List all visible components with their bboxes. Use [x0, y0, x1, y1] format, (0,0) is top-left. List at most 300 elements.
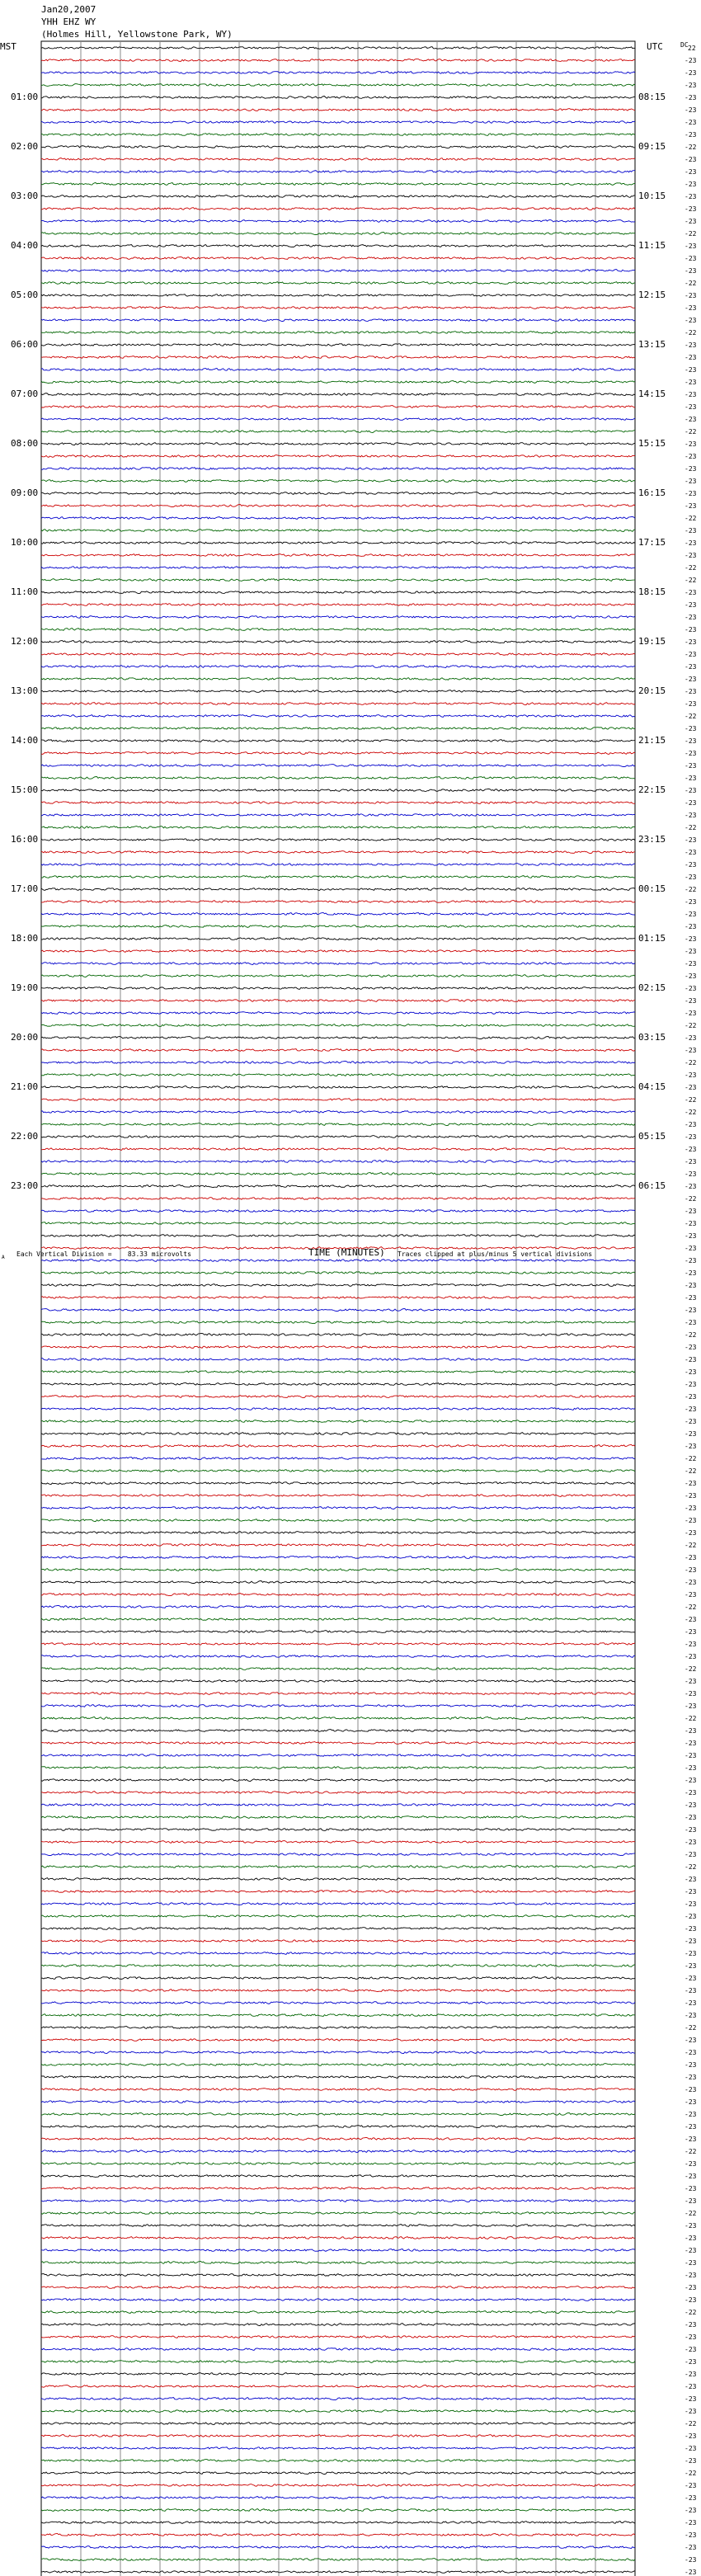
dc-offset-label: -23	[685, 1641, 697, 1648]
dc-offset-label: -23	[685, 1764, 697, 1772]
dc-offset-label: -23	[685, 341, 697, 349]
seismic-trace	[41, 1680, 635, 1683]
seismic-trace	[41, 1396, 635, 1398]
dc-offset-label: -23	[685, 1344, 697, 1351]
dc-offset-label: -23	[685, 1962, 697, 1970]
dc-offset-label: -23	[685, 762, 697, 770]
seismic-trace	[41, 591, 635, 594]
dc-offset-label: -23	[685, 775, 697, 782]
dc-offset-label: -23	[685, 1529, 697, 1537]
dc-offset-label: -22	[685, 1331, 697, 1339]
seismic-trace	[41, 1779, 635, 1782]
dc-offset-label: -23	[685, 440, 697, 448]
dc-offset-label: -23	[685, 849, 697, 856]
seismic-trace	[41, 2261, 635, 2263]
left-hour-label: 05:00	[11, 290, 39, 300]
dc-offset-label: -23	[685, 1826, 697, 1834]
right-hour-label: 23:15	[638, 834, 666, 845]
seismic-trace	[41, 1730, 635, 1732]
right-hour-label: 08:15	[638, 92, 666, 102]
seismic-trace	[41, 1024, 635, 1027]
corner-mark: A	[2, 1255, 5, 1260]
seismic-trace	[41, 1297, 635, 1299]
seismic-trace	[41, 443, 635, 445]
dc-offset-label: -22	[685, 230, 697, 238]
dc-offset-label: -23	[685, 527, 697, 535]
seismic-trace	[41, 1952, 635, 1955]
seismic-trace	[41, 516, 635, 519]
seismic-trace	[41, 2187, 635, 2190]
dc-offset-label: -23	[685, 836, 697, 844]
right-hour-label: 15:15	[638, 438, 666, 449]
seismic-trace	[41, 2286, 635, 2289]
left-hour-label: 18:00	[11, 933, 39, 944]
seismic-trace	[41, 2423, 635, 2425]
seismic-trace	[41, 912, 635, 915]
left-hour-label: 23:00	[11, 1180, 39, 1191]
dc-offset-label: -23	[685, 57, 697, 64]
dc-offset-label: -23	[685, 1356, 697, 1363]
seismic-trace	[41, 195, 635, 198]
right-hour-label: 13:15	[638, 339, 666, 350]
dc-offset-label: -23	[685, 2494, 697, 2502]
dc-offset-label: -23	[685, 1925, 697, 1933]
seismic-trace	[41, 2497, 635, 2499]
dc-offset-label: -23	[685, 490, 697, 497]
grid-lines	[41, 41, 635, 2576]
seismic-trace	[41, 1853, 635, 1856]
seismic-trace	[41, 282, 635, 285]
dc-offset-label: -23	[685, 1418, 697, 1425]
dc-offset-label: -23	[685, 2346, 697, 2353]
right-hour-label: 20:15	[638, 685, 666, 696]
right-hour-label: 19:15	[638, 636, 666, 647]
dc-offset-label: -23	[685, 935, 697, 943]
dc-offset-label: -23	[685, 1084, 697, 1091]
right-hour-label: 01:15	[638, 933, 666, 944]
dc-offset-label: -23	[685, 94, 697, 101]
seismic-trace	[41, 1668, 635, 1670]
right-hour-label: 10:15	[638, 191, 666, 201]
dc-offset-label: -23	[685, 478, 697, 485]
left-timezone-label: MST	[0, 41, 16, 52]
dc-offset-label: -23	[685, 193, 697, 200]
seismic-trace	[41, 1086, 635, 1089]
seismic-trace	[41, 1891, 635, 1893]
dc-offset-label: -23	[685, 2371, 697, 2378]
seismic-trace	[41, 901, 635, 903]
seismic-trace	[41, 1605, 635, 1608]
seismic-trace	[41, 1458, 635, 1460]
seismic-trace	[41, 1074, 635, 1076]
seismic-trace	[41, 84, 635, 87]
seismic-trace	[41, 1581, 635, 1584]
seismic-trace	[41, 715, 635, 718]
dc-offset-label: -23	[685, 2544, 697, 2551]
seismic-trace	[41, 2324, 635, 2326]
seismic-trace	[41, 1631, 635, 1633]
right-hour-label: 09:15	[638, 141, 666, 152]
seismic-trace	[41, 2373, 635, 2376]
dc-offset-label: -23	[685, 626, 697, 633]
left-hour-label: 21:00	[11, 1081, 39, 1092]
seismic-trace	[41, 2101, 635, 2103]
left-hour-label: 20:00	[11, 1032, 39, 1043]
seismic-trace	[41, 1210, 635, 1213]
dc-offset-label: -23	[685, 1888, 697, 1896]
seismic-trace	[41, 876, 635, 878]
seismic-trace	[41, 1444, 635, 1447]
seismic-trace	[41, 1321, 635, 1324]
seismic-trace	[41, 640, 635, 643]
left-hour-label: 06:00	[11, 339, 39, 350]
dc-offset-label: -23	[685, 1269, 697, 1277]
dc-offset-label: -23	[685, 1282, 697, 1289]
dc-offset-label: -23	[685, 1851, 697, 1858]
dc-offset-label: -23	[685, 1975, 697, 1982]
seismic-trace	[41, 1260, 635, 1262]
seismic-trace	[41, 2299, 635, 2301]
seismic-trace	[41, 2460, 635, 2462]
right-hour-label: 04:15	[638, 1081, 666, 1092]
left-hour-label: 04:00	[11, 240, 39, 251]
seismic-trace	[41, 220, 635, 223]
seismic-trace	[41, 2484, 635, 2487]
dc-offset-label: -23	[685, 1999, 697, 2007]
seismic-trace	[41, 1977, 635, 1980]
seismic-trace	[41, 368, 635, 370]
dc-offset-label: 22	[688, 45, 696, 52]
dc-offset-label: -23	[685, 1789, 697, 1797]
dc-offset-label: -22	[685, 1863, 697, 1871]
seismic-trace	[41, 233, 635, 235]
station-location: (Holmes Hill, Yellowstone Park, WY)	[41, 29, 233, 40]
seismic-trace	[41, 134, 635, 136]
dc-offset-label: -23	[685, 1480, 697, 1487]
seismic-trace	[41, 1235, 635, 1237]
seismic-trace	[41, 839, 635, 841]
seismic-trace	[41, 1655, 635, 1658]
seismic-trace	[41, 1792, 635, 1794]
right-hour-label: 11:15	[638, 240, 666, 251]
dc-offset-label: -23	[685, 2556, 697, 2564]
seismic-trace	[41, 59, 635, 62]
seismic-trace	[41, 1148, 635, 1151]
dc-offset-label: -23	[685, 2012, 697, 2019]
seismic-trace	[41, 1865, 635, 1867]
dc-offset-label: -23	[685, 1146, 697, 1153]
dc-offset-label: -22	[685, 2148, 697, 2155]
seismic-trace	[41, 183, 635, 186]
dc-offset-label: -23	[685, 1591, 697, 1599]
dc-offset-label: -22	[685, 564, 697, 572]
seismic-trace	[41, 2522, 635, 2524]
seismic-trace	[41, 2447, 635, 2450]
dc-offset-label: -23	[685, 1183, 697, 1190]
dc-offset-label: -23	[685, 1517, 697, 1524]
seismic-trace	[41, 418, 635, 421]
seismic-trace	[41, 1556, 635, 1559]
dc-offset-label: -23	[685, 2222, 697, 2230]
right-hour-label: 02:15	[638, 982, 666, 993]
dc-offset-label: -23	[685, 465, 697, 473]
seismic-trace	[41, 2348, 635, 2351]
seismic-trace	[41, 888, 635, 891]
dc-offset-label: -23	[685, 1492, 697, 1500]
seismic-trace	[41, 2051, 635, 2054]
seismic-trace	[41, 1519, 635, 1522]
dc-offset-label: -23	[685, 1566, 697, 1574]
seismic-trace	[41, 2089, 635, 2091]
dc-offset-label: -22	[685, 577, 697, 584]
dc-offset-label: -23	[685, 304, 697, 312]
seismic-trace	[41, 47, 635, 49]
plot-date: Jan20,2007	[41, 4, 96, 15]
right-hour-label: 22:15	[638, 784, 666, 795]
seismic-trace	[41, 1532, 635, 1534]
seismic-trace	[41, 2076, 635, 2079]
dc-offset-label: -23	[685, 2445, 697, 2452]
dc-offset-label: -23	[685, 1876, 697, 1883]
dc-offset-label: -23	[685, 1987, 697, 1994]
seismic-trace	[41, 1816, 635, 1819]
seismic-trace	[41, 1643, 635, 1646]
trace-lines	[41, 47, 635, 2574]
seismic-trace	[41, 1618, 635, 1621]
left-hour-label: 15:00	[11, 784, 39, 795]
left-hour-label: 02:00	[11, 141, 39, 152]
seismic-trace	[41, 579, 635, 582]
dc-offset-label: -22	[685, 1022, 697, 1029]
dc-offset-label: -23	[685, 1170, 697, 1178]
dc-offset-label: -23	[685, 119, 697, 126]
seismic-trace	[41, 851, 635, 854]
dc-offset-label: -23	[685, 1900, 697, 1908]
dc-offset-label: -23	[685, 502, 697, 510]
dc-offset-label: -23	[685, 2074, 697, 2081]
dc-offset-label: -23	[685, 403, 697, 411]
dc-offset-label: -23	[685, 391, 697, 398]
seismic-trace	[41, 2472, 635, 2475]
seismic-trace	[41, 1717, 635, 1719]
right-hour-label: 06:15	[638, 1180, 666, 1191]
dc-offset-label: -22	[685, 515, 697, 522]
dc-offset-label: -23	[685, 2061, 697, 2069]
dc-offset-label: -23	[685, 911, 697, 918]
dc-offset-label: -23	[685, 1727, 697, 1735]
seismic-trace	[41, 938, 635, 940]
seismic-trace	[41, 530, 635, 532]
station-code: YHH EHZ WY	[41, 16, 96, 27]
dc-offset-label: -23	[685, 2358, 697, 2366]
seismic-trace	[41, 963, 635, 965]
dc-offset-label: -23	[685, 799, 697, 807]
left-hour-label: 13:00	[11, 685, 39, 696]
dc-offset-label: -23	[685, 972, 697, 980]
seismic-trace	[41, 1841, 635, 1844]
seismic-trace	[41, 356, 635, 359]
plot-frame	[41, 41, 635, 2576]
vertical-scale-note: Each Vertical Division = 83.33 microvolts	[16, 1250, 191, 1258]
dc-offset-label: -23	[685, 898, 697, 906]
dc-offset-label: -23	[685, 2457, 697, 2465]
seismic-trace	[41, 208, 635, 210]
dc-offset-label: -22	[685, 2420, 697, 2428]
dc-offset-label: -23	[685, 2272, 697, 2279]
dc-offset-label: -23	[685, 589, 697, 596]
seismic-trace	[41, 2113, 635, 2116]
seismic-trace	[41, 1507, 635, 1509]
seismic-trace	[41, 2212, 635, 2215]
dc-offset-label: -23	[685, 1133, 697, 1141]
seismic-trace	[41, 158, 635, 161]
dc-offset-label: -22	[685, 1059, 697, 1067]
dc-offset-label: -23	[685, 1628, 697, 1636]
seismic-trace	[41, 1012, 635, 1015]
dc-offset-label: -23	[685, 2049, 697, 2056]
left-hour-label: 01:00	[11, 92, 39, 102]
dc-offset-label: -23	[685, 948, 697, 955]
dc-offset-label: -23	[685, 1294, 697, 1302]
dc-offset-label: -23	[685, 292, 697, 299]
dc-offset-label: -23	[685, 131, 697, 139]
right-hour-label: 03:15	[638, 1032, 666, 1043]
seismic-trace	[41, 2398, 635, 2400]
seismic-trace	[41, 344, 635, 346]
left-hour-label: 12:00	[11, 636, 39, 647]
seismic-trace	[41, 2559, 635, 2561]
seismic-trace	[41, 1470, 635, 1472]
dc-offset-label: -23	[685, 2037, 697, 2044]
seismic-trace	[41, 703, 635, 705]
seismic-trace	[41, 2435, 635, 2437]
seismogram-plot	[0, 0, 701, 1265]
dc-offset-label: -23	[685, 1010, 697, 1017]
dc-offset-label: -23	[685, 861, 697, 869]
seismic-trace	[41, 2126, 635, 2128]
dc-offset-label: -23	[685, 1393, 697, 1401]
dc-offset-label: -23	[685, 2247, 697, 2254]
seismic-trace	[41, 257, 635, 259]
seismic-trace	[41, 1000, 635, 1002]
seismic-trace	[41, 1544, 635, 1547]
seismic-trace	[41, 987, 635, 990]
seismic-trace	[41, 2175, 635, 2178]
dc-offset-label: -23	[685, 205, 697, 213]
seismic-trace	[41, 1569, 635, 1571]
seismic-trace	[41, 1061, 635, 1063]
clip-note: Traces clipped at plus/minus 5 vertical divisions	[398, 1250, 593, 1258]
seismic-trace	[41, 2225, 635, 2227]
seismic-trace	[41, 2027, 635, 2029]
seismic-trace	[41, 2336, 635, 2338]
seismic-trace	[41, 1754, 635, 1757]
seismic-trace	[41, 307, 635, 309]
seismic-trace	[41, 455, 635, 458]
dc-offset-label: -23	[685, 2173, 697, 2180]
dc-offset-label: -23	[685, 156, 697, 163]
seismic-trace	[41, 1123, 635, 1126]
dc-offset-label: -23	[685, 601, 697, 609]
dc-offset-label: -23	[685, 243, 697, 250]
dc-offset-label: -23	[685, 1245, 697, 1252]
seismic-trace	[41, 1928, 635, 1930]
seismic-trace	[41, 789, 635, 791]
seismic-trace	[41, 1359, 635, 1361]
dc-offset-label: -23	[685, 1406, 697, 1413]
seismic-trace	[41, 480, 635, 483]
seismic-trace	[41, 2274, 635, 2277]
dc-offset-label: -23	[685, 997, 697, 1005]
seismic-trace	[41, 666, 635, 668]
seismic-trace	[41, 2137, 635, 2140]
dc-offset-label: -23	[685, 787, 697, 794]
seismic-trace	[41, 294, 635, 297]
dc-offset-label: -22	[685, 280, 697, 287]
dc-offset-label: -23	[685, 2531, 697, 2539]
dc-offset-label: -23	[685, 1777, 697, 1784]
dc-offset-label: -23	[685, 812, 697, 819]
dc-offset-label: -23	[685, 2235, 697, 2242]
dc-offset-label: -23	[685, 2519, 697, 2527]
seismic-trace	[41, 2409, 635, 2412]
seismic-trace	[41, 826, 635, 829]
seismic-trace	[41, 814, 635, 817]
seismic-trace	[41, 2571, 635, 2574]
seismic-trace	[41, 1767, 635, 1769]
seismic-trace	[41, 2064, 635, 2066]
seismic-trace	[41, 629, 635, 631]
dc-offset-label: -23	[685, 416, 697, 423]
dc-offset-label: -23	[685, 168, 697, 176]
dc-offset-label: -22	[685, 2024, 697, 2032]
seismic-trace	[41, 2385, 635, 2388]
dc-offset-label: -23	[685, 1220, 697, 1227]
dc-offset-label: -23	[685, 2383, 697, 2390]
seismic-trace	[41, 146, 635, 148]
seismic-trace	[41, 1742, 635, 1745]
seismic-trace	[41, 1037, 635, 1039]
seismic-trace	[41, 2361, 635, 2363]
dc-offset-label: -23	[685, 181, 697, 188]
dc-offset-label: -23	[685, 688, 697, 695]
dc-offset-label: -22	[685, 1542, 697, 1549]
dc-offset-label: -22	[685, 1467, 697, 1475]
dc-offset-label: -22	[685, 2309, 697, 2316]
seismic-trace	[41, 1989, 635, 1991]
right-timezone-label: UTC	[647, 41, 663, 52]
dc-offset-label: -23	[685, 539, 697, 547]
dc-offset-label: -22	[685, 1096, 697, 1104]
seismic-trace	[41, 1433, 635, 1435]
seismic-trace	[41, 2002, 635, 2004]
seismic-trace	[41, 332, 635, 334]
seismic-trace	[41, 1915, 635, 1918]
seismic-trace	[41, 2163, 635, 2165]
seismic-trace	[41, 616, 635, 619]
dc-offset-label: -22	[685, 144, 697, 151]
dc-offset-label: -23	[685, 267, 697, 275]
seismic-trace	[41, 1383, 635, 1386]
dc-offset-label: -23	[685, 2185, 697, 2192]
dc-offset-label: -23	[685, 1121, 697, 1128]
dc-offset-label: -22	[685, 1665, 697, 1673]
seismic-trace	[41, 2509, 635, 2512]
dc-offset-label: -22	[685, 428, 697, 436]
dc-offset-label: -23	[685, 69, 697, 77]
seismic-trace	[41, 950, 635, 953]
seismic-trace	[41, 1099, 635, 1101]
